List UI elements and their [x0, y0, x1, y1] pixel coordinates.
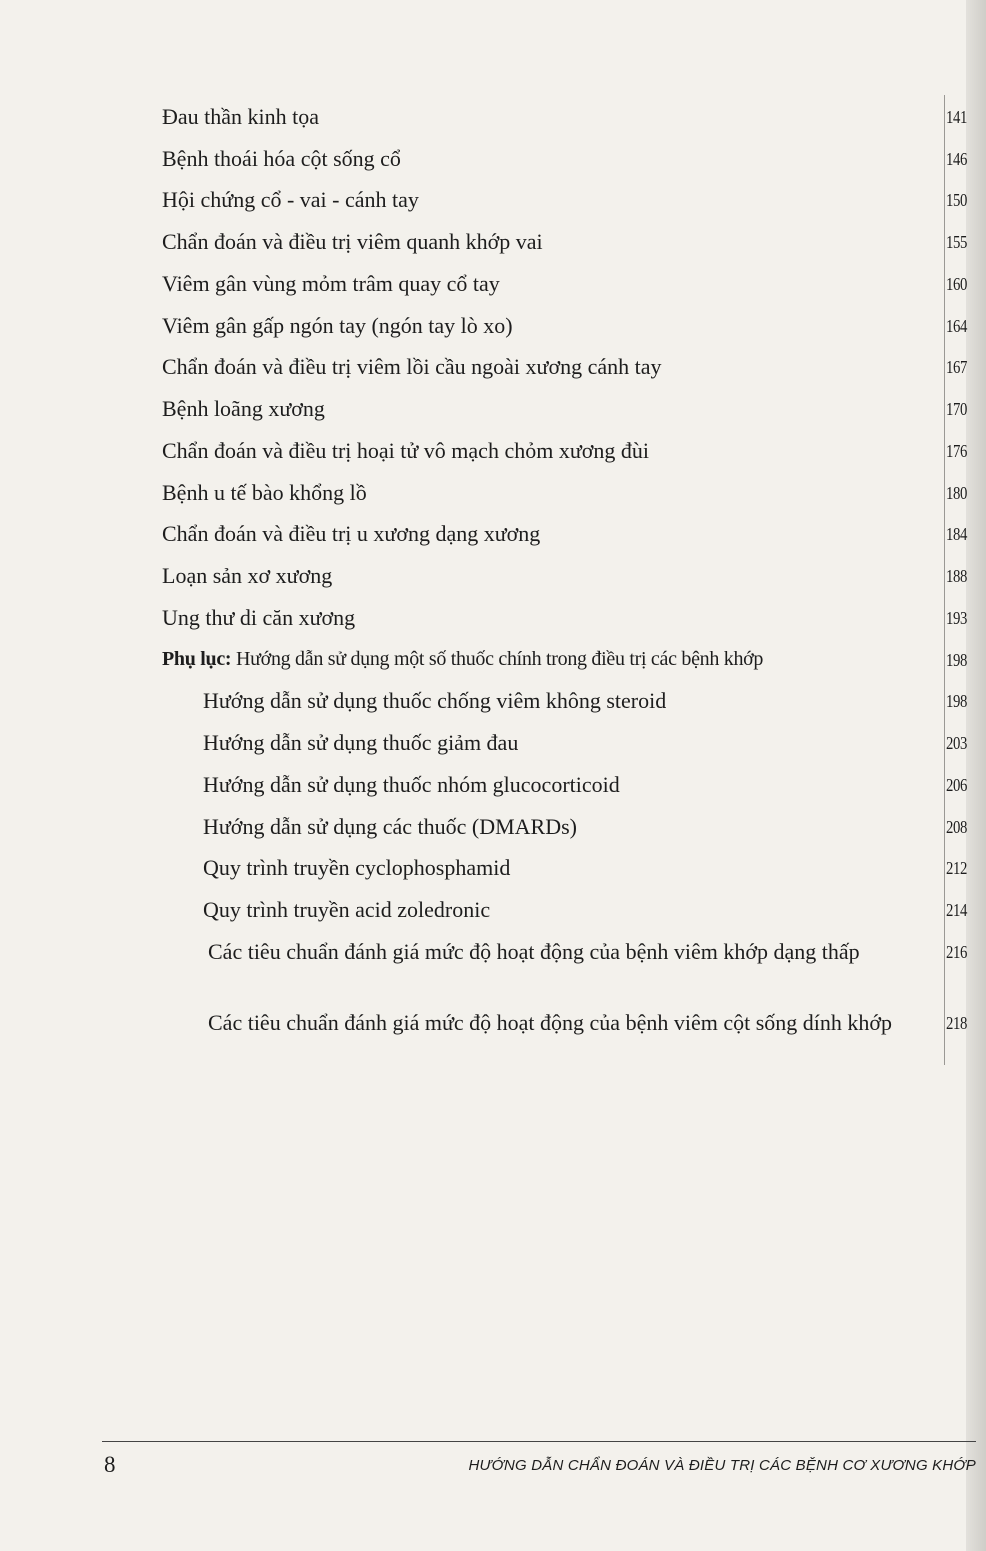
toc-entry-page: 198: [946, 650, 967, 670]
toc-subentry-title: Quy trình truyền cyclophosphamid: [203, 855, 511, 880]
toc-entry-page: 167: [946, 357, 967, 377]
toc-entry-page: 180: [946, 483, 967, 503]
toc-subentry-title: Hướng dẫn sử dụng thuốc nhóm glucocorticoid: [203, 772, 620, 797]
toc-entry-title: Viêm gân gấp ngón tay (ngón tay lò xo): [162, 313, 513, 338]
toc-subentry-title: Quy trình truyền acid zoledronic: [203, 897, 491, 922]
toc-subentry-title: Các tiêu chuẩn đánh giá mức độ hoạt động của bệnh viêm khớp dạng thấp: [208, 939, 860, 964]
toc-entry-page: 193: [946, 608, 967, 628]
toc-entry-page: 216: [946, 942, 967, 962]
toc-entry-page: 208: [946, 817, 967, 837]
page-number: 8: [104, 1452, 116, 1477]
toc-entry-page: 141: [946, 107, 967, 127]
toc-entry-title: Viêm gân vùng mỏm trâm quay cổ tay: [162, 271, 500, 296]
toc-entry-title: Chẩn đoán và điều trị viêm lồi cầu ngoài xương cánh tay: [162, 354, 662, 379]
appendix-label: Phụ lục:: [162, 648, 232, 670]
toc-entry-page: 206: [946, 775, 967, 795]
toc-entry-title: Đau thần kinh tọa: [162, 104, 320, 129]
toc-entry-title: Bệnh loãng xương: [162, 396, 325, 421]
toc-entry-title: Bệnh u tế bào khổng lồ: [162, 480, 367, 505]
toc-entry-title: Bệnh thoái hóa cột sống cổ: [162, 146, 401, 171]
toc-entry-page: 203: [946, 733, 967, 753]
toc-entry-page: 176: [946, 441, 967, 461]
toc-entry-page: 150: [946, 190, 967, 210]
toc-entry-title: Chẩn đoán và điều trị u xương dạng xương: [162, 521, 541, 546]
toc-subentry-title: Hướng dẫn sử dụng thuốc chống viêm không steroid: [203, 688, 667, 713]
toc-entry-page: 198: [946, 691, 967, 711]
toc-entry-title: Chẩn đoán và điều trị viêm quanh khớp vai: [162, 229, 543, 254]
toc-entry-title: Hội chứng cổ - vai - cánh tay: [162, 187, 419, 212]
toc-entry-page: 155: [946, 232, 967, 252]
toc-entry-title: Loạn sản xơ xương: [162, 563, 333, 588]
toc-entry-page: 146: [946, 149, 967, 169]
toc-entry-title: Ung thư di căn xương: [162, 605, 356, 630]
toc-entry-page: 188: [946, 566, 967, 586]
toc-entry-page: 218: [946, 1013, 967, 1033]
appendix-heading-text: [162, 645, 763, 674]
toc-entry-page: 184: [946, 524, 967, 544]
toc-subentry-title: Hướng dẫn sử dụng các thuốc (DMARDs): [203, 814, 577, 839]
toc-entry-page: 164: [946, 316, 967, 336]
appendix-title: Hướng dẫn sử dụng một số thuốc chính trong điều trị các bệnh khớp: [235, 648, 764, 670]
running-title: HƯỚNG DẪN CHẨN ĐOÁN VÀ ĐIỀU TRỊ CÁC BỆNH CƠ XƯƠNG KHỚP: [468, 1457, 976, 1474]
toc-entry-page: 212: [946, 858, 967, 878]
toc-entry-title: Chẩn đoán và điều trị hoại tử vô mạch chỏm xương đùi: [162, 438, 649, 463]
toc-subentry-title: Hướng dẫn sử dụng thuốc giảm đau: [203, 730, 519, 755]
toc-entry-page: 170: [946, 399, 967, 419]
toc-entry-page: 214: [946, 900, 967, 920]
footer-rule: [102, 1441, 976, 1442]
toc-subentry-title: Các tiêu chuẩn đánh giá mức độ hoạt động của bệnh viêm cột sống dính khớp: [208, 1010, 893, 1035]
toc-entry-page: 160: [946, 274, 967, 294]
